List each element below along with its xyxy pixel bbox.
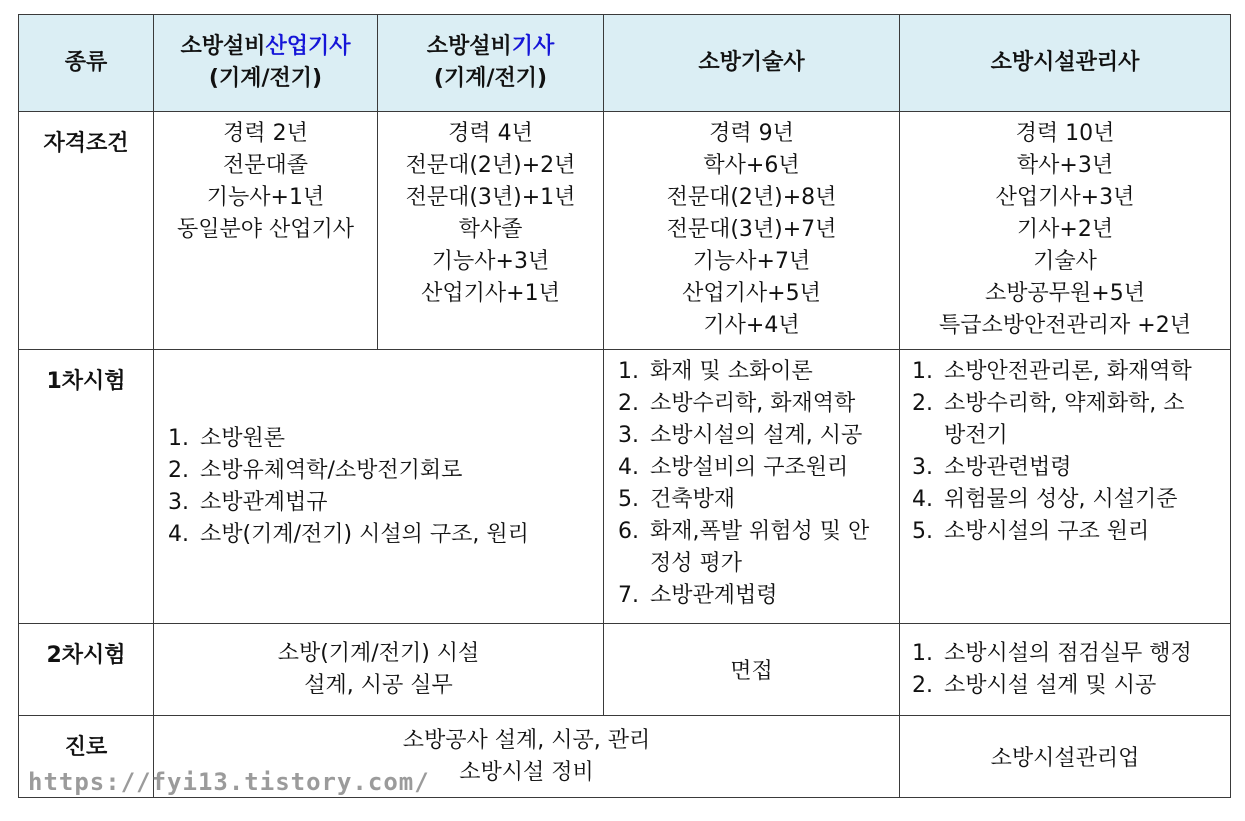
career-col4: 소방시설관리업 (900, 716, 1231, 798)
list-number: 4. (618, 455, 639, 480)
header-industrial-engineer: 소방설비산업기사 (기계/전기) (154, 15, 378, 112)
header-row (19, 15, 1231, 112)
exam1-row (19, 350, 1231, 624)
exam2-col3: 면접 (604, 624, 900, 716)
header-facility-manager: 소방시설관리사 (900, 15, 1231, 112)
list-item: 4. 위험물의 성상, 시설기준 (912, 484, 1226, 516)
qualification-table (18, 14, 1231, 798)
list-item: 2. 소방시설 설계 및 시공 (912, 670, 1230, 702)
list-number: 1. (912, 640, 933, 666)
list-item: 6. 화재,폭발 위험성 및 안정성 평가 (618, 516, 895, 580)
exam1-col4 (900, 350, 1231, 624)
list-item: 4. 소방설비의 구조원리 (618, 452, 895, 484)
exam1-col12 (154, 350, 604, 624)
row-label: 진로 (19, 716, 154, 798)
list-item: 1. 소방안전관리론, 화재역학 (912, 356, 1226, 388)
list-item: 2. 소방유체역학/소방전기회로 (168, 455, 603, 487)
list-item: 7. 소방관계법령 (618, 580, 895, 612)
qualification-col4: 경력 10년 학사+3년 산업기사+3년 기사+2년 기술사 소방공무원+5년 특급소방안전관리자 +2년 (900, 112, 1231, 350)
list-item: 3. 소방관련법령 (912, 452, 1226, 484)
career-col123: 소방공사 설계, 시공, 관리 소방시설 정비 (154, 716, 900, 798)
list-item: 2. 소방수리학, 화재역학 (618, 388, 895, 420)
watermark-text: https://fyi13.tistory.com/ (28, 768, 430, 796)
row-label: 2차시험 (19, 624, 154, 716)
header-engineer: 소방설비기사 (기계/전기) (378, 15, 604, 112)
qualification-col2: 경력 4년 전문대(2년)+2년 전문대(3년)+1년 학사졸 기능사+3년 산업기사+1년 (378, 112, 604, 350)
header-kind: 종류 (19, 15, 154, 112)
list-number: 4. (168, 521, 189, 547)
header-professional-engineer: 소방기술사 (604, 15, 900, 112)
list-number: 2. (168, 457, 189, 483)
list-item: 5. 건축방재 (618, 484, 895, 516)
list-number: 3. (168, 489, 189, 515)
exam2-row (19, 624, 1231, 716)
list-item: 1. 화재 및 소화이론 (618, 356, 895, 388)
list-number: 2. (912, 391, 933, 416)
list-item: 2. 소방수리학, 약제화학, 소방전기 (912, 388, 1226, 452)
list-item: 4. 소방(기계/전기) 시설의 구조, 원리 (168, 519, 603, 551)
exam1-col3 (604, 350, 900, 624)
exam2-col12: 소방(기계/전기) 시설 설계, 시공 실무 (154, 624, 604, 716)
list-number: 1. (618, 359, 639, 384)
list-item: 1. 소방시설의 점검실무 행정 (912, 638, 1230, 670)
qualification-col1: 경력 2년 전문대졸 기능사+1년 동일분야 산업기사 (154, 112, 378, 350)
list-number: 1. (912, 359, 933, 384)
list-item: 3. 소방시설의 설계, 시공 (618, 420, 895, 452)
qualification-col3: 경력 9년 학사+6년 전문대(2년)+8년 전문대(3년)+7년 기능사+7년 산업기사+5년 기사+4년 (604, 112, 900, 350)
list-item: 5. 소방시설의 구조 원리 (912, 516, 1226, 548)
exam2-col4 (900, 624, 1231, 716)
highlight-text: 산업기사 (265, 34, 351, 59)
list-number: 1. (168, 425, 189, 451)
list-item: 3. 소방관계법규 (168, 487, 603, 519)
list-number: 6. (618, 519, 639, 544)
list-number: 3. (618, 423, 639, 448)
row-label: 자격조건 (19, 112, 154, 350)
list-number: 2. (618, 391, 639, 416)
list-item: 1. 소방원론 (168, 423, 603, 455)
list-number: 4. (912, 487, 933, 512)
list-number: 2. (912, 672, 933, 698)
row-label: 1차시험 (19, 350, 154, 624)
qualification-row (19, 112, 1231, 350)
list-number: 7. (618, 583, 639, 608)
highlight-text: 기사 (511, 34, 555, 59)
list-number: 3. (912, 455, 933, 480)
list-number: 5. (618, 487, 639, 512)
list-number: 5. (912, 519, 933, 544)
